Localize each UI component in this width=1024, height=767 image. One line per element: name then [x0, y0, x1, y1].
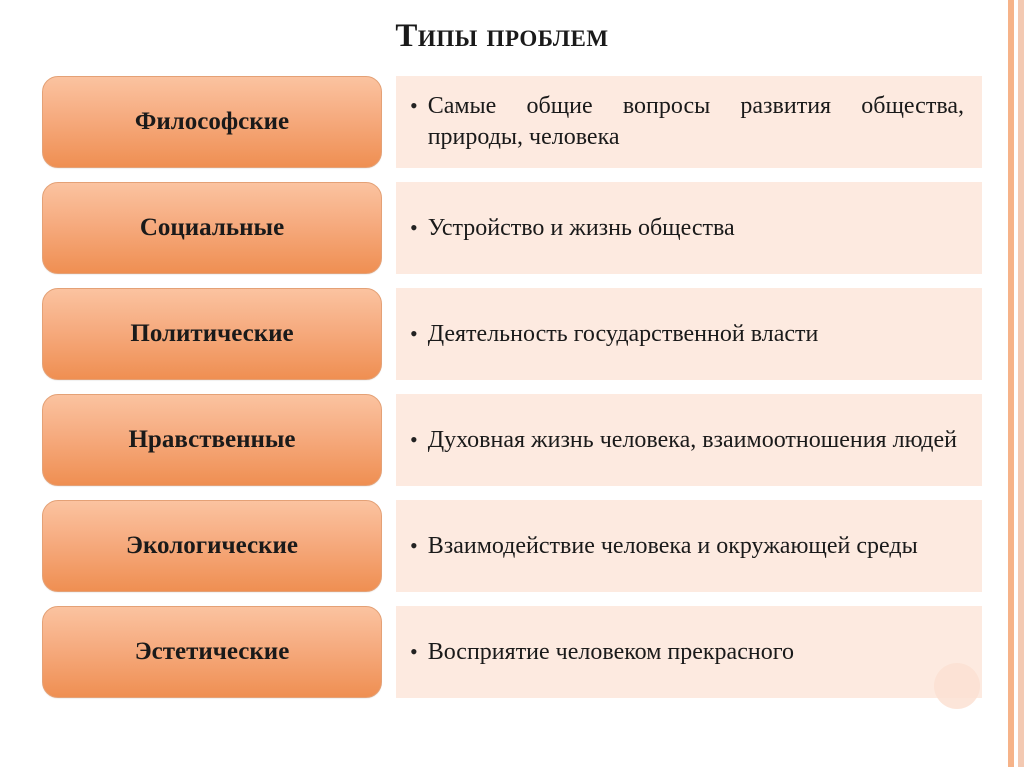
decorative-edge-bar-outer: [1018, 0, 1024, 767]
description-band: [396, 606, 982, 698]
category-label: Экологические: [126, 532, 298, 560]
description-band: [396, 500, 982, 592]
category-description: Устройство и жизнь общества: [427, 214, 735, 241]
category-description: Взаимодействие человека и окружающей среды: [427, 532, 918, 559]
list-item: [42, 394, 982, 486]
category-pill-social[interactable]: [42, 182, 382, 274]
category-description: Самые общие вопросы развития общества, природы, человека: [427, 93, 964, 150]
category-label: Нравственные: [128, 426, 296, 454]
bullet-icon: •: [410, 532, 418, 558]
category-description: Духовная жизнь человека, взаимоотношения людей: [427, 426, 957, 453]
list-item: [42, 606, 982, 698]
category-label: Эстетические: [134, 638, 290, 666]
description-band: [396, 182, 982, 274]
bullet-icon: •: [410, 426, 418, 452]
category-pill-moral[interactable]: [42, 394, 382, 486]
category-label: Философские: [134, 108, 290, 136]
category-pill-ecological[interactable]: [42, 500, 382, 592]
list-item: [42, 288, 982, 380]
category-pill-political[interactable]: [42, 288, 382, 380]
bullet-icon: •: [410, 214, 418, 240]
list-item: [42, 500, 982, 592]
category-description: Восприятие человеком прекрасного: [427, 638, 794, 665]
description-band: [396, 288, 982, 380]
description-band: [396, 394, 982, 486]
category-label: Политические: [130, 320, 294, 348]
decorative-edge-bar-inner: [1008, 0, 1014, 767]
decorative-circle: [934, 663, 980, 709]
category-label: Социальные: [139, 214, 285, 242]
list-item: [42, 182, 982, 274]
category-pill-philosophical[interactable]: [42, 76, 382, 168]
bullet-icon: •: [410, 320, 418, 346]
description-band: [396, 76, 982, 168]
category-pill-aesthetic[interactable]: [42, 606, 382, 698]
page-title: Типы проблем: [395, 18, 609, 54]
bullet-icon: •: [410, 638, 418, 664]
list-item: [42, 76, 982, 168]
category-description: Деятельность государственной власти: [427, 320, 819, 347]
bullet-icon: •: [410, 93, 418, 119]
problem-types-list: [42, 76, 982, 712]
